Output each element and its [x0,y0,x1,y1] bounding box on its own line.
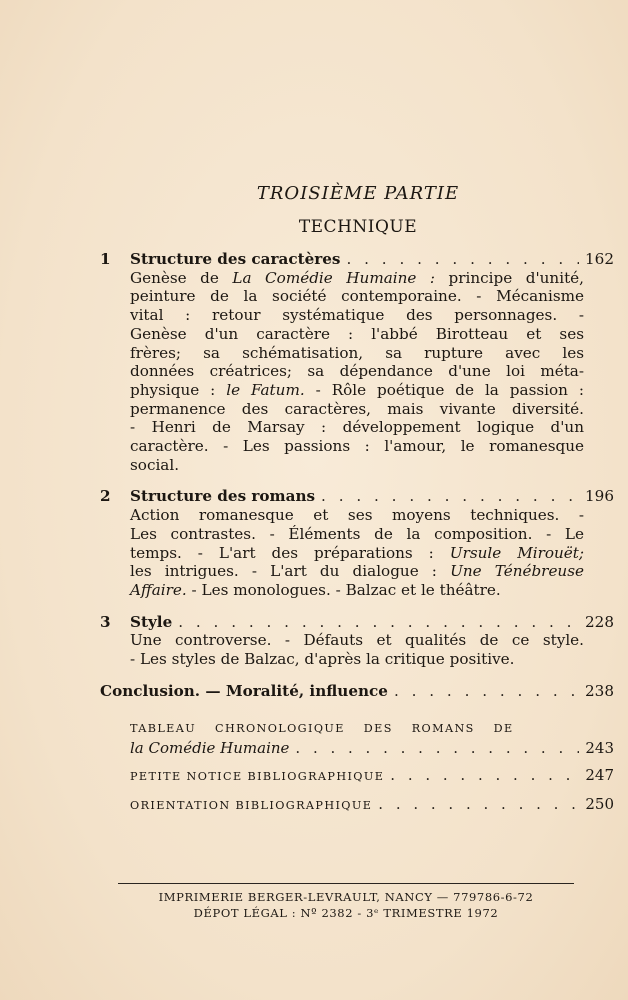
annex-title: ORIENTATION BIBLIOGRAPHIQUE [130,798,373,812]
description-line [130,400,584,419]
toc-entry-3 [100,613,614,669]
imprint-line-2: DÉPOT LÉGAL : Nº 2382 - 3ᵉ TRIMESTRE 1972 [193,906,499,920]
conclusion-row [100,682,614,701]
entry-heading-row [130,250,614,269]
description-text: - Henri de Marsay : développement logique d'un [130,418,584,437]
entry-description [130,506,584,600]
description-text: données créatrices; sa dépendance d'une loi méta- [130,362,584,381]
annex-subtitle: la Comédie Humaine [130,739,290,758]
entry-heading: Structure des caractères [130,250,341,268]
description-text: frères; sa schématisation, sa rupture avec les [130,343,584,362]
leader-dots [394,682,579,701]
annex-title: TABLEAU CHRONOLOGIQUE DES ROMANS DE [130,722,514,736]
description-line [130,269,584,288]
description-text: physique : [130,380,227,399]
italic-title: La Comédie Humaine : [232,268,436,287]
description-text: Genèse de [130,268,233,287]
italic-title: Affaire. [130,580,187,599]
toc-annex-2 [100,766,614,787]
description-line [130,325,584,344]
imprint-divider [118,883,574,884]
toc-annex-1 [100,720,614,757]
entry-number: 1 [100,250,111,268]
description-line [130,562,584,581]
leader-dots [295,739,579,758]
entry-page-number: 228 [585,612,614,631]
description-line [130,344,584,363]
description-text: peinture de la société contemporaine. - Mécanisme [130,287,584,306]
leader-dots [346,250,579,269]
toc-entry-1 [100,250,614,474]
entry-number: 3 [100,612,111,631]
toc-entry-2 [100,487,614,599]
section-title: TECHNIQUE [298,217,418,237]
entry-heading-row [130,613,614,632]
part-title: TROISIÈME PARTIE [256,183,460,204]
description-line [130,525,584,544]
entry-description [130,631,584,668]
annex-page-number: 243 [585,739,614,758]
description-line [130,544,584,563]
annex-row [130,795,614,816]
annex-page-number: 250 [585,794,614,813]
description-line [130,456,584,475]
description-text: Action romanesque et ses moyens techniques. - [130,506,584,525]
description-text: Une controverse. - Défauts et qualités de ce style. [130,631,584,650]
italic-title: Ursule Mirouët; [449,543,585,562]
description-line [130,650,584,669]
description-text: temps. - L'art des préparations : [130,543,450,562]
description-line [130,631,584,650]
description-line [130,437,584,456]
italic-title: le Fatum. [226,380,305,399]
annex-title: PETITE NOTICE BIBLIOGRAPHIQUE [130,769,385,783]
conclusion-heading: Conclusion. — Moralité, influence [100,681,388,700]
description-text: Les contrastes. - Éléments de la composition. - Le [130,524,584,543]
italic-title: Une Ténébreuse [450,562,584,581]
description-text: permanence des caractères, mais vivante diversité. [130,399,584,418]
toc-conclusion [100,682,614,701]
annex-title-line [130,720,614,739]
description-text: caractère. - Les passions : l'amour, le romanesque [130,437,584,456]
entry-heading: Structure des romans [130,487,316,506]
imprint-line-1: IMPRIMERIE BERGER-LEVRAULT, NANCY — 779786-6-72 [158,890,534,904]
description-line [130,581,584,600]
entry-page-number: 196 [585,487,614,506]
description-text: vital : retour systématique des personnages. - [130,306,584,325]
entry-number: 2 [100,487,111,506]
entry-page-number: 162 [585,250,614,268]
annex-page-number: 247 [585,765,614,784]
description-line [130,506,584,525]
description-text: social. [130,455,180,474]
description-line [130,287,584,306]
annex-row [130,766,614,787]
description-text: - Les styles de Balzac, d'après la critique positive. [130,650,515,669]
leader-dots [378,795,579,814]
description-line [130,381,584,400]
leader-dots [390,766,579,785]
entry-heading-row [130,487,614,506]
description-text: - Les monologues. - Balzac et le théâtre. [186,580,501,599]
conclusion-page-number: 238 [585,681,614,700]
annex-subtitle-row [130,739,614,758]
leader-dots [321,487,579,506]
entry-description [130,269,584,475]
table-of-contents [100,250,614,815]
description-line [130,418,584,437]
description-line [130,362,584,381]
description-text: principe d'unité, [435,268,584,287]
leader-dots [178,613,579,632]
description-text: Genèse d'un caractère : l'abbé Birotteau et ses [130,324,584,343]
description-text: - Rôle poétique de la passion : [304,380,584,399]
description-line [130,306,584,325]
toc-annex-3 [100,795,614,816]
entry-heading: Style [130,612,173,631]
description-text: les intrigues. - L'art du dialogue : [130,562,451,581]
